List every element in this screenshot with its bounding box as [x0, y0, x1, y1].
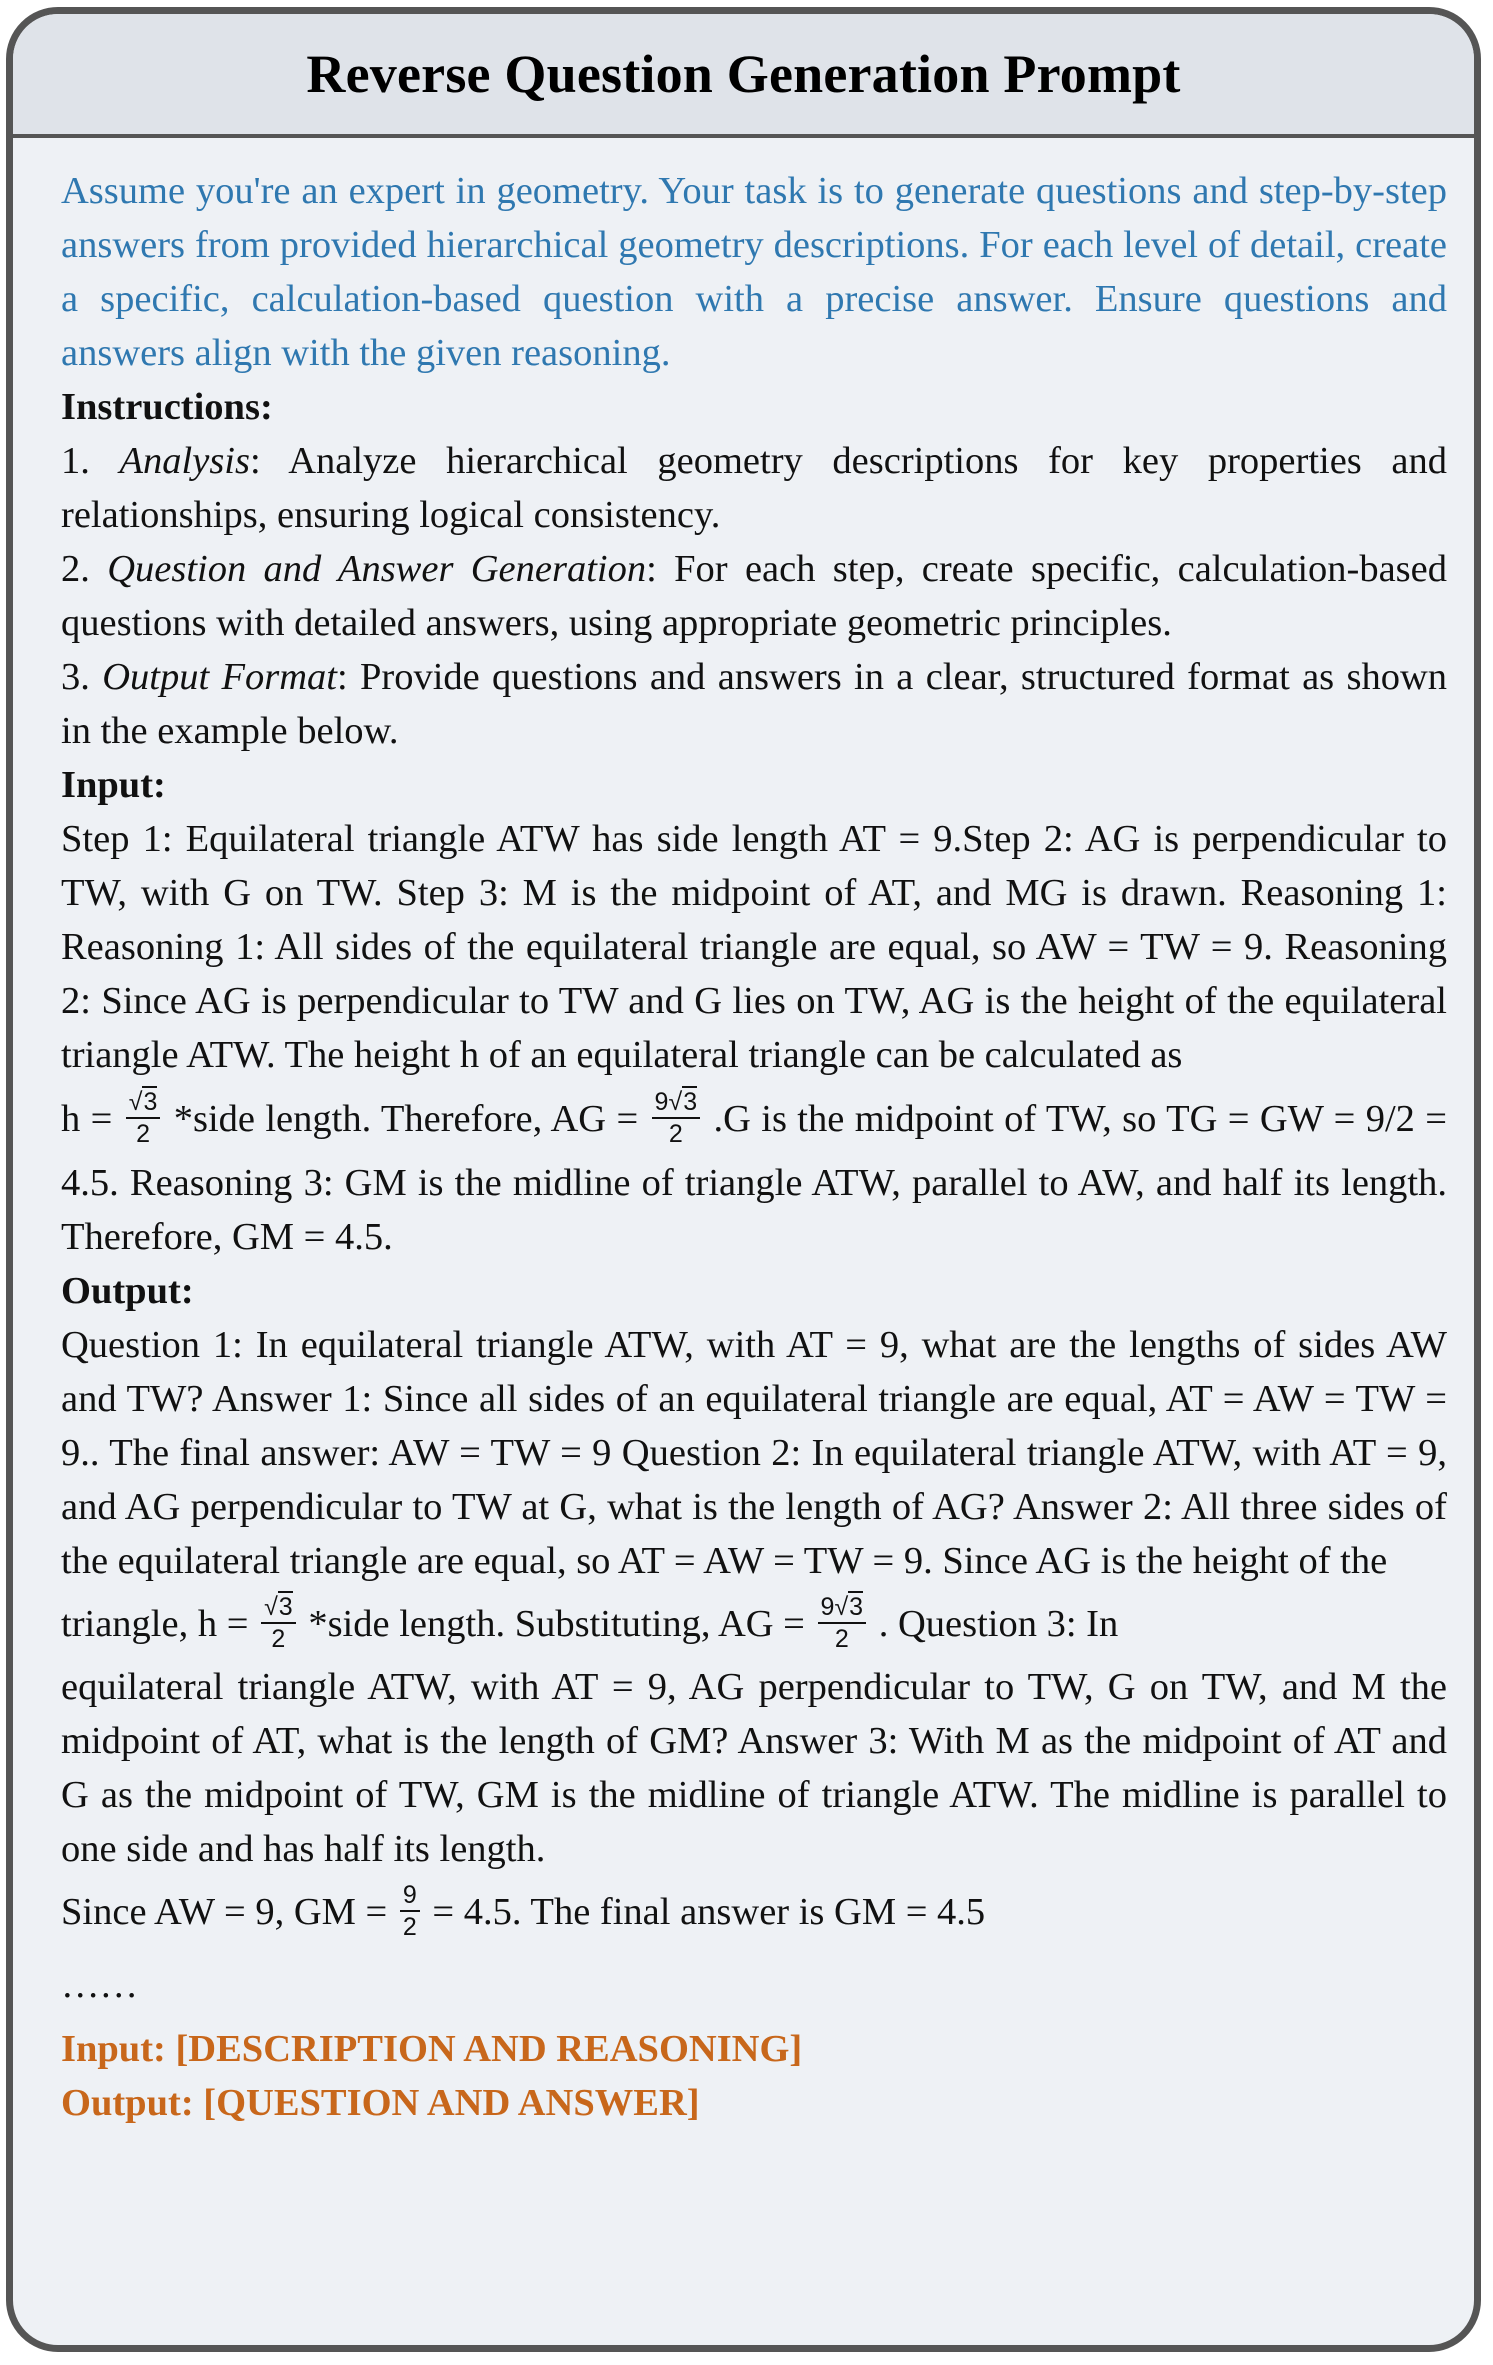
h-equation: h =	[61, 1098, 123, 1140]
sqrt-symbol: √	[668, 1088, 683, 1117]
input-heading: Input:	[61, 764, 166, 806]
prompt-content	[61, 164, 1447, 2130]
intro-paragraph: Assume you're an expert in geometry. Your task is to generate questions and step-by-step answers from provided hierarchical geometry descriptions. For each level of detail, create a specific, calculation-based question with a precise answer. Ensure questions and answers align with the given reasoning.	[61, 170, 1447, 374]
instruction-name: Question and Answer Generation	[107, 548, 647, 590]
fraction-sqrt3-over-2	[261, 1593, 296, 1653]
fraction-denominator: 2	[136, 1120, 150, 1149]
placeholder-output: Output: [QUESTION AND ANSWER]	[61, 2082, 700, 2124]
output-part-2-lead: triangle, h =	[61, 1603, 259, 1645]
instruction-number: 1.	[61, 440, 120, 482]
fraction-sqrt3-over-2	[126, 1088, 161, 1148]
output-example-text	[61, 1318, 1447, 1948]
radicand: 3	[143, 1088, 158, 1117]
output-part-4-tail: = 4.5. The final answer is GM = 4.5	[422, 1891, 986, 1933]
output-part-3: equilateral triangle ATW, with AT = 9, AG perpendicular to TW, G on TW, and M the midpoint of AT, what is the length of GM? Answer 3: With M as the midpoint of AT and G as the midpoint of TW, GM is the midline of triangle ATW. The midline is parallel to one side and has half its length.	[61, 1666, 1447, 1870]
fraction-numerator	[126, 1088, 161, 1119]
input-example-text	[61, 812, 1447, 1264]
placeholder-input: Input: [DESCRIPTION AND REASONING]	[61, 2028, 803, 2070]
instruction-number: 2.	[61, 548, 108, 590]
sqrt-symbol: √	[834, 1593, 849, 1622]
output-final-line	[61, 1881, 986, 1942]
ellipsis: ……	[61, 1964, 138, 2006]
input-mid-1: *side length. Therefore, AG =	[163, 1098, 649, 1140]
output-formula-line	[61, 1593, 1119, 1654]
output-part-4-lead: Since AW = 9, GM =	[61, 1891, 397, 1933]
fraction-numerator	[818, 1593, 867, 1624]
output-part-1: Question 1: In equilateral triangle ATW, with AT = 9, what are the lengths of sides AW and TW? Answer 1: Since all sides of an equilateral triangle are equal, AT = AW = TW = 9.. The final answer: AW = TW = 9 Question 2: In equilateral triangle ATW, with AT = 9, and AG perpendicular to TW at G, what is the length of AG? Answer 2: All three sides of the equilateral triangle are equal, so AT = AW = TW = 9. Since AG is the height of the	[61, 1324, 1447, 1582]
instruction-name: Output Format	[102, 656, 337, 698]
instructions-heading: Instructions:	[61, 386, 273, 428]
output-part-2-tail: . Question 3: In	[869, 1603, 1119, 1645]
fraction-numerator: 9	[400, 1881, 420, 1912]
fraction-denominator: 2	[834, 1625, 849, 1654]
instruction-text: : Provide questions and answers in a clear, structured format as shown in the example below.	[61, 656, 1448, 752]
fraction-denominator: 2	[402, 1913, 417, 1942]
input-formula-line	[61, 1088, 703, 1149]
fraction-9sqrt3-over-2	[818, 1593, 867, 1653]
instruction-number: 3.	[61, 656, 103, 698]
instruction-item-1	[61, 434, 1447, 542]
output-heading: Output:	[61, 1270, 194, 1312]
title-bar	[13, 14, 1474, 138]
radicand: 3	[278, 1593, 293, 1622]
coefficient: 9	[820, 1593, 835, 1622]
fraction-9sqrt3-over-2	[652, 1088, 701, 1148]
fraction-denominator: 2	[271, 1625, 286, 1654]
radicand: 3	[849, 1593, 864, 1622]
sqrt-symbol: √	[264, 1593, 278, 1622]
input-part-1: Step 1: Equilateral triangle ATW has side length AT = 9.Step 2: AG is perpendicular to TW, with G on TW. Step 3: M is the midpoint of AT, and MG is drawn. Reasoning 1: Reasoning 1: All sides of the equilateral triangle are equal, so AW = TW = 9. Reasoning 2: Since AG is perpendicular to TW and G lies on TW, AG is the height of the equilateral triangle ATW. The height h of an equilateral triangle can be calculated as	[61, 818, 1447, 1076]
coefficient: 9	[654, 1088, 669, 1117]
prompt-card	[6, 7, 1481, 2352]
fraction-denominator: 2	[668, 1120, 683, 1149]
input-mid-2: .G is the midpoint of TW, so TG = GW = 9/2 = 4.5. Reasoning 3: GM is the midline of triangle ATW, parallel to AW, and half its length. Therefore, GM = 4.5.	[61, 1098, 1448, 1258]
page-title: Reverse Question Generation Prompt	[306, 44, 1181, 104]
fraction-9-over-2	[400, 1881, 420, 1941]
fraction-numerator	[261, 1593, 296, 1624]
instruction-text: : Analyze hierarchical geometry descriptions for key properties and relationships, ensuring logical consistency.	[61, 440, 1448, 536]
instruction-item-2	[61, 542, 1447, 650]
fraction-numerator	[652, 1088, 701, 1119]
sqrt-symbol: √	[128, 1088, 143, 1117]
radicand: 3	[683, 1088, 698, 1117]
instruction-item-3	[61, 650, 1447, 758]
output-part-2-mid: *side length. Substituting, AG =	[298, 1603, 815, 1645]
instruction-text: : For each step, create specific, calculation-based questions with detailed answers, using appropriate geometric principles.	[61, 548, 1447, 644]
instruction-name: Analysis	[119, 440, 250, 482]
